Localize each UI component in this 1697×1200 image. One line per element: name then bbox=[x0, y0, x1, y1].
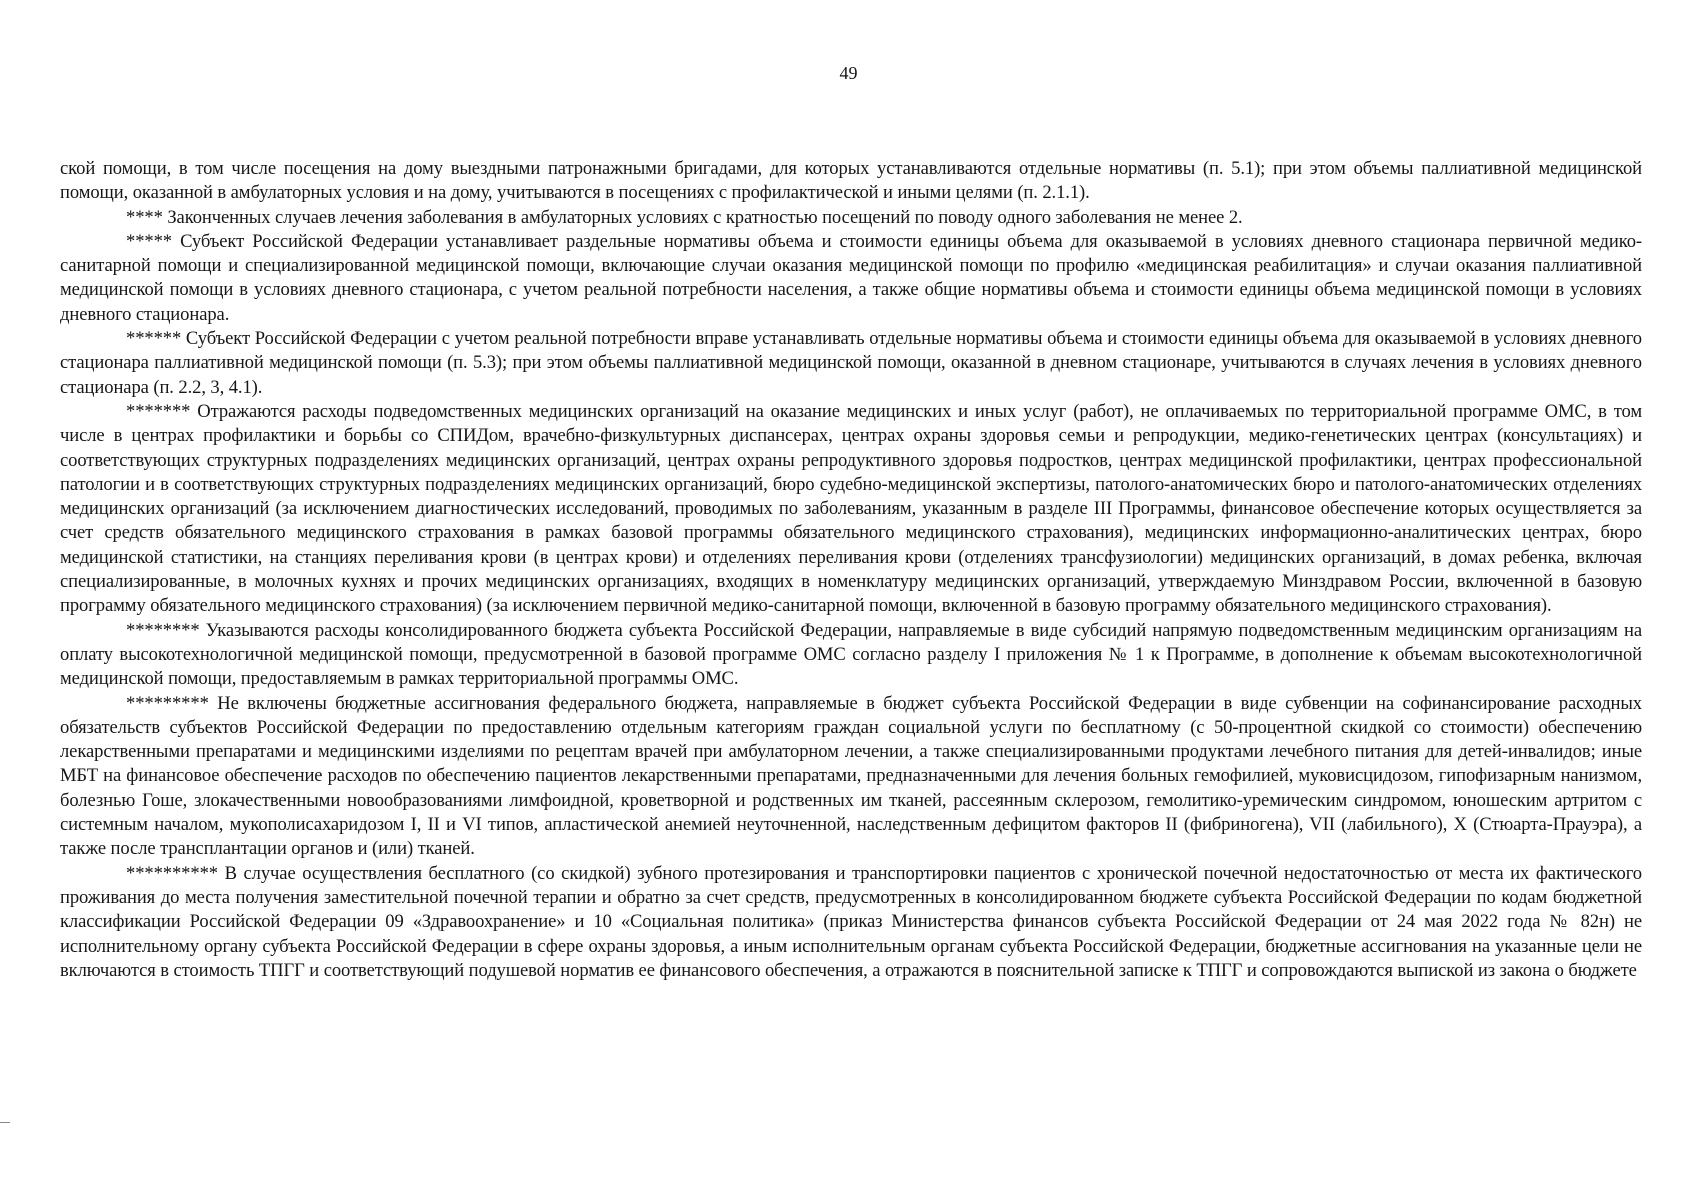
footnote-5-stars: ***** Субъект Российской Федерации устанавливает раздельные нормативы объема и стоимости единицы объема для оказываемой в условиях дневного стационара первичной медико-санитарной помощи и специализированной медицинской помощи, включающие случаи оказания медицинской помощи по профилю «медицинская реабилитация» и случаи оказания паллиативной медицинской помощи в условиях дневного стационара, с учетом реальной потребности населения, а также общие нормативы объема и стоимости единицы объема медицинской помощи в условиях дневного стационара. bbox=[60, 230, 1642, 325]
footnote-10-stars: ********** В случае осуществления бесплатного (со скидкой) зубного протезирования и транспортировки пациентов с хронической почечной недостаточностью от места их фактического проживания до места получения заместительной почечной терапии и обратно за счет средств, предусмотренных в консолидированном бюджете субъекта Российской Федерации по кодам бюджетной классификации Российской Федерации 09 «Здравоохранение» и 10 «Социальная политика» (приказ Министерства финансов субъекта Российской Федерации от 24 мая 2022 года № 82н) не исполнительному органу субъекта Российской Федерации в сфере охраны здоровья, а иным исполнительным органам субъекта Российской Федерации, бюджетные ассигнования на указанные цели не включаются в стоимость ТПГГ и соответствующий подушевой норматив ее финансового обеспечения, а отражаются в пояснительной записке к ТПГГ и сопровождаются выпиской из закона о бюджете bbox=[60, 862, 1642, 981]
footnote-6-stars: ****** Субъект Российской Федерации с учетом реальной потребности вправе устанавливать отдельные нормативы объема и стоимости единицы объема для оказываемой в условиях дневного стационара паллиативной медицинской помощи (п. 5.3); при этом объемы паллиативной медицинской помощи, оказанной в дневном стационаре, учитываются в случаях лечения в условиях дневного стационара (п. 2.2, 3, 4.1). bbox=[60, 328, 1642, 398]
footnote-7-stars: ******* Отражаются расходы подведомственных медицинских организаций на оказание медицинских и иных услуг (работ), не оплачиваемых по территориальной программе ОМС, в том числе в центрах профилактики и борьбы со СПИДом, врачебно-физкультурных диспансерах, центрах охраны здоровья семьи и репродукции, медико-генетических центрах (консультациях) и соответствующих структурных подразделениях медицинских организаций, центрах охраны репродуктивного здоровья подростков, центрах медицинской профилактики, центрах профессиональной патологии и в соответствующих структурных подразделениях медицинских организаций, бюро судебно-медицинской экспертизы, патолого-анатомических бюро и патолого-анатомических отделениях медицинских организаций (за исключением диагностических исследований, проводимых по заболеваниям, указанным в разделе III Программы, финансовое обеспечение которых осуществляется за счет средств обязательного медицинского страхования в рамках базовой программы обязательного медицинского страхования), медицинских информационно-аналитических центрах, бюро медицинской статистики, на станциях переливания крови (в центрах крови) и отделениях переливания крови (отделениях трансфузиологии) медицинских организаций, в домах ребенка, включая специализированные, в молочных кухнях и прочих медицинских организациях, входящих в номенклатуру медицинских организаций, утверждаемую Минздравом России, включенной в базовую программу обязательного медицинского страхования) (за исключением первичной медико-санитарной помощи, включенной в базовую программу обязательного медицинского страхования). bbox=[60, 400, 1642, 617]
footnote-4-stars: **** Законченных случаев лечения заболевания в амбулаторных условиях с кратностью посещений по поводу одного заболевания не менее 2. bbox=[126, 206, 1243, 228]
footnotes-text bbox=[60, 157, 1642, 983]
footnote-9-stars: ********* Не включены бюджетные ассигнования федерального бюджета, направляемые в бюджет субъекта Российской Федерации в виде субвенции на софинансирование расходных обязательств субъектов Российской Федерации по предоставлению отдельным категориям граждан социальной услуги по бесплатному (с 50-процентной скидкой со стоимости) обеспечению лекарственными препаратами и медицинскими изделиями по рецептам врачей при амбулаторном лечении, а также специализированными продуктами лечебного питания для детей-инвалидов; иные МБТ на финансовое обеспечение расходов по обеспечению пациентов лекарственными препаратами, предназначенными для лечения больных гемофилией, муковисцидозом, гипофизарным нанизмом, болезнью Гоше, злокачественными новообразованиями лимфоидной, кроветворной и родственных им тканей, рассеянным склерозом, гемолитико-уремическим синдромом, юношеским артритом с системным началом, мукополисахаридозом I, II и VI типов, апластической анемией неуточненной, наследственным дефицитом факторов II (фибриногена), VII (лабильного), X (Стюарта-Прауэра), а также после трансплантации органов и (или) тканей. bbox=[60, 692, 1642, 860]
scan-edge-mark bbox=[0, 1122, 10, 1123]
paragraph-continuation: ской помощи, в том числе посещения на дому выездными патронажными бригадами, для которых устанавливаются отдельные нормативы (п. 5.1); при этом объемы паллиативной медицинской помощи, оказанной в амбулаторных условия и на дому, учитываются в посещениях с профилактической и иными целями (п. 2.1.1). bbox=[60, 158, 1642, 204]
page-number: 49 bbox=[839, 63, 858, 83]
footnote-8-stars: ******** Указываются расходы консолидированного бюджета субъекта Российской Федерации, направляемые в виде субсидий напрямую подведомственным медицинским организациям на оплату высокотехнологичной медицинской помощи, предусмотренной в базовой программе ОМС согласно разделу I приложения № 1 к Программе, в дополнение к объемам высокотехнологичной медицинской помощи, предоставляемым в рамках территориальной программы ОМС. bbox=[60, 619, 1642, 690]
